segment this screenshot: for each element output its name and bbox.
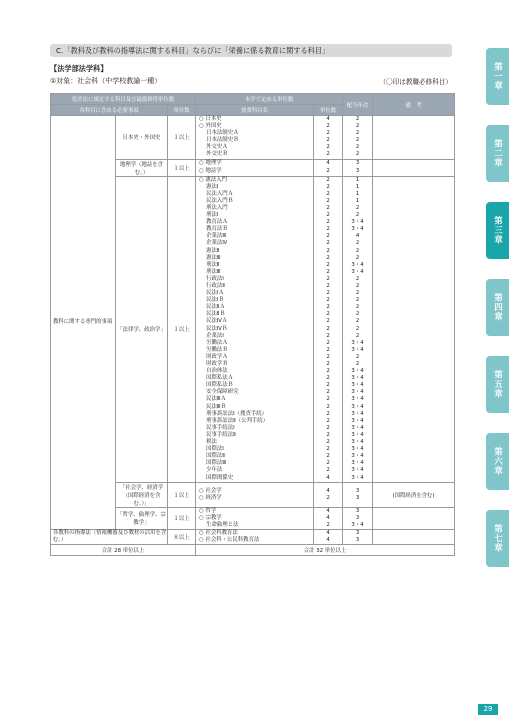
course-list-line: 企業法Ⅲ bbox=[199, 233, 227, 240]
course-list-line: 財政学Ａ bbox=[199, 353, 228, 360]
credit-list-line: 2 bbox=[326, 240, 330, 247]
course-list-line: 労働法Ｂ bbox=[199, 346, 228, 353]
note-cell bbox=[373, 529, 455, 544]
total-univ: 合計 32 単位以上 bbox=[196, 545, 455, 556]
year-list bbox=[343, 482, 373, 507]
year-list-line: 2 bbox=[355, 144, 360, 151]
credit-list-line: 2 bbox=[326, 332, 330, 339]
course-list-line: 刑法入門 bbox=[199, 204, 228, 211]
year-list-line: 2 bbox=[355, 297, 360, 304]
course-list-line: ○ 地理学 bbox=[199, 160, 222, 167]
course-list-line: 行政法Ⅰ bbox=[199, 275, 224, 282]
chapter-tab-5[interactable] bbox=[486, 356, 509, 413]
course-list-line: 刑事訴訟法Ⅰ（捜査手続） bbox=[199, 410, 268, 417]
credit-list-line: 2 bbox=[326, 261, 330, 268]
year-list bbox=[343, 116, 373, 160]
credit-list-line: 2 bbox=[326, 396, 330, 403]
header-year: 配当年次 bbox=[343, 94, 373, 116]
year-list-line: 3・4 bbox=[351, 403, 364, 410]
chapter-tab-7[interactable] bbox=[486, 510, 509, 567]
note-cell bbox=[373, 159, 455, 176]
credit-list-line: 2 bbox=[326, 226, 330, 233]
year-list-line: 1 bbox=[355, 183, 360, 190]
credit-list-line: 2 bbox=[326, 275, 330, 282]
year-list-line: 3・4 bbox=[351, 474, 364, 481]
year-list bbox=[343, 176, 373, 482]
year-list-line: 1 bbox=[355, 190, 360, 197]
course-list-line: 民法ⅠＡ bbox=[199, 290, 224, 297]
credit-list bbox=[314, 482, 343, 507]
course-list-line: 教育法Ｂ bbox=[199, 226, 228, 233]
year-list-line: 2 bbox=[355, 116, 360, 122]
year-list-line: 3・4 bbox=[351, 431, 364, 438]
year-list bbox=[343, 507, 373, 529]
course-list-line: 民法ⅡＢ bbox=[199, 311, 225, 318]
year-list-line: 1 bbox=[355, 176, 360, 183]
credit-list-line: 2 bbox=[326, 446, 330, 453]
curriculum-table bbox=[50, 93, 455, 556]
course-list-line: 生命倫理と法 bbox=[199, 521, 239, 528]
min-units-cell: １以上 bbox=[168, 176, 196, 482]
category-main: 教科に関する専門的事項 bbox=[51, 116, 116, 530]
year-list-line: 3 bbox=[355, 536, 360, 543]
course-list bbox=[196, 159, 314, 176]
year-list-line: 2 bbox=[355, 137, 360, 144]
course-list-line: 民法ⅠＢ bbox=[199, 297, 224, 304]
course-list-line: 民法ⅣＢ bbox=[199, 325, 228, 332]
course-list-line: 国際関係史 bbox=[199, 474, 234, 481]
credit-list-line: 2 bbox=[326, 494, 330, 501]
course-list-line: ○ 日本史 bbox=[199, 116, 222, 122]
credit-list-line: 2 bbox=[326, 151, 330, 158]
subject-cell: 地理学（地誌を含む。） bbox=[116, 159, 168, 176]
year-list-line: 2 bbox=[355, 325, 360, 332]
year-list-line: 2 bbox=[355, 332, 360, 339]
credit-list-line: 2 bbox=[326, 167, 330, 174]
course-list-line: 民法ⅢＢ bbox=[199, 403, 227, 410]
course-list-line: ○ 地誌学 bbox=[199, 167, 222, 174]
course-list-line: 民事手続法Ⅰ bbox=[199, 424, 235, 431]
credit-list-line: 2 bbox=[326, 297, 330, 304]
year-list-line: 3 bbox=[355, 507, 360, 514]
year-list-line: 2 bbox=[355, 240, 360, 247]
header-law-group: 免許法に規定する科目及び最低修得単位数 bbox=[51, 94, 196, 105]
credit-list-line: 2 bbox=[326, 375, 330, 382]
credit-list-line: 4 bbox=[326, 487, 330, 494]
credit-list-line: 2 bbox=[326, 219, 330, 226]
credit-list-line: 2 bbox=[326, 368, 330, 375]
course-list-line: 国際私法Ｂ bbox=[199, 382, 234, 389]
credit-list bbox=[314, 176, 343, 482]
credit-list bbox=[314, 116, 343, 160]
chapter-tab-label: 第六章 bbox=[492, 447, 503, 476]
credit-list-line: 2 bbox=[326, 467, 330, 474]
year-list-line: 3・4 bbox=[351, 339, 364, 346]
year-list-line: 3・4 bbox=[351, 439, 364, 446]
credit-list-line: 2 bbox=[326, 403, 330, 410]
credit-list-line: 4 bbox=[326, 529, 330, 536]
credit-list-line: 2 bbox=[326, 176, 330, 183]
min-units-cell: １以上 bbox=[168, 159, 196, 176]
credit-list-line: 2 bbox=[326, 282, 330, 289]
min-units-cell: １以上 bbox=[168, 116, 196, 160]
credit-list-line: 2 bbox=[326, 183, 330, 190]
chapter-tab-label: 第二章 bbox=[492, 139, 503, 168]
chapter-tab-label: 第一章 bbox=[492, 62, 503, 91]
course-list-line: ○ 外国史 bbox=[199, 123, 222, 130]
table-row bbox=[51, 529, 455, 544]
course-list-line: 外交史Ｂ bbox=[199, 151, 228, 158]
note-cell bbox=[373, 176, 455, 482]
min-units-cell: １以上 bbox=[168, 507, 196, 529]
credit-list-line: 2 bbox=[326, 311, 330, 318]
category-method: 各教科の指導法（情報機器及び教材の活用を含む。） bbox=[51, 529, 168, 544]
year-list-line: 3・4 bbox=[351, 410, 364, 417]
course-list-line: 刑法Ⅰ bbox=[199, 212, 219, 219]
subject-cell: 「社会学、経済学（国際経済を含む。）」 bbox=[116, 482, 168, 507]
credit-list-line: 2 bbox=[326, 212, 330, 219]
year-list-line: 3 bbox=[355, 167, 360, 174]
chapter-tab-label: 第四章 bbox=[492, 293, 503, 322]
year-list-line: 2 bbox=[355, 212, 360, 219]
header-course: 授業科目名 bbox=[196, 105, 314, 116]
course-list-line: 日本法制史Ａ bbox=[199, 130, 239, 137]
credit-list bbox=[314, 529, 343, 544]
credit-list-line: 2 bbox=[326, 424, 330, 431]
year-list-line: 3 bbox=[355, 487, 360, 494]
page-number: 29 bbox=[478, 704, 498, 715]
credit-list-line: 2 bbox=[326, 382, 330, 389]
course-list-line: 国際法Ⅱ bbox=[199, 453, 225, 460]
course-list-line: 民法入門Ｂ bbox=[199, 197, 234, 204]
year-list-line: 3・4 bbox=[351, 460, 364, 467]
course-list-line: 行政法Ⅱ bbox=[199, 282, 225, 289]
header-univ-group: 本学で定める単位数 bbox=[196, 94, 343, 105]
total-law: 合計 28 単位以上 bbox=[51, 545, 196, 556]
year-list bbox=[343, 159, 373, 176]
credit-list-line: 2 bbox=[326, 130, 330, 137]
credit-list-line: 2 bbox=[326, 431, 330, 438]
department-label: 【法学部法学科】 bbox=[50, 64, 108, 73]
note-cell bbox=[373, 116, 455, 160]
credit-list-line: 4 bbox=[326, 116, 330, 122]
header-credits: 単位数 bbox=[314, 105, 343, 116]
year-list-line: 3・4 bbox=[351, 424, 364, 431]
year-list-line: 2 bbox=[355, 282, 360, 289]
year-list-line: 3・4 bbox=[351, 389, 364, 396]
course-list-line: 刑法Ⅲ bbox=[199, 268, 221, 275]
year-list-line: 3 bbox=[355, 160, 360, 167]
course-list bbox=[196, 482, 314, 507]
min-units-cell: １以上 bbox=[168, 482, 196, 507]
course-list-line: ○ 憲法入門 bbox=[199, 176, 228, 183]
course-list-line: 国際法Ⅰ bbox=[199, 446, 224, 453]
subject-cell: 日本史・外国史 bbox=[116, 116, 168, 160]
chapter-tab-3[interactable] bbox=[486, 202, 509, 259]
credit-list-line: 2 bbox=[326, 417, 330, 424]
totals-row bbox=[51, 545, 455, 556]
year-list-line: 2 bbox=[355, 290, 360, 297]
year-list-line: 2 bbox=[355, 275, 360, 282]
credit-list-line: 2 bbox=[326, 460, 330, 467]
year-list-line: 3・4 bbox=[351, 261, 364, 268]
chapter-tab-label: 第七章 bbox=[492, 524, 503, 553]
credit-list-line: 2 bbox=[326, 389, 330, 396]
credit-list-line: 2 bbox=[326, 325, 330, 332]
credit-list-line: 4 bbox=[326, 160, 330, 167]
course-list-line: 企業法Ⅳ bbox=[199, 240, 228, 247]
course-list bbox=[196, 176, 314, 482]
year-list-line: 3・4 bbox=[351, 446, 364, 453]
chapter-tab-label: 第三章 bbox=[492, 216, 503, 245]
year-list-line: 2 bbox=[355, 130, 360, 137]
course-list-line: ○ 経済学 bbox=[199, 494, 222, 501]
chapter-tab-label: 第五章 bbox=[492, 370, 503, 399]
credit-list-line: 2 bbox=[326, 353, 330, 360]
section-heading: C.「教科及び教科の指導法に関する科目」ならびに「栄養に係る教育に関する科目」 bbox=[50, 44, 452, 57]
year-list-line: 2 bbox=[355, 318, 360, 325]
table-row bbox=[51, 116, 455, 160]
course-list-line: 企業法Ⅰ bbox=[199, 332, 224, 339]
course-list-line: ○ 哲学 bbox=[199, 507, 217, 514]
header-subjects: 各科目に含める必要事項 bbox=[51, 105, 168, 116]
year-list-line: 3 bbox=[355, 494, 360, 501]
course-list-line: 憲法Ⅱ bbox=[199, 247, 220, 254]
year-list-line: 3・4 bbox=[351, 382, 364, 389]
year-list-line: 2 bbox=[355, 123, 360, 130]
note-cell: (国際経済を含む) bbox=[373, 482, 455, 507]
year-list-line: 2 bbox=[355, 311, 360, 318]
min-units-cell: ８以上 bbox=[168, 529, 196, 544]
course-list-line: ○ 社会学 bbox=[199, 487, 222, 494]
credit-list-line: 2 bbox=[326, 290, 330, 297]
credit-list-line: 4 bbox=[326, 536, 330, 543]
credit-list-line: 4 bbox=[326, 507, 330, 514]
course-list-line: 国際法Ⅲ bbox=[199, 460, 227, 467]
credit-list-line: 2 bbox=[326, 204, 330, 211]
credit-list-line: 2 bbox=[326, 144, 330, 151]
credit-list-line: 2 bbox=[326, 521, 330, 528]
year-list-line: 2 bbox=[355, 254, 360, 261]
credit-list-line: 2 bbox=[326, 339, 330, 346]
course-list-line: 国際私法Ａ bbox=[199, 375, 234, 382]
course-list-line: 少年法 bbox=[199, 467, 223, 474]
credit-list-line: 2 bbox=[326, 123, 330, 130]
credit-list-line: 2 bbox=[326, 361, 330, 367]
header-notes: 備 考 bbox=[373, 94, 455, 116]
year-list-line: 2 bbox=[355, 204, 360, 211]
course-list-line: 民法入門Ａ bbox=[199, 190, 234, 197]
course-list-line: ○ 宗教学 bbox=[199, 514, 222, 521]
credit-list-line: 2 bbox=[326, 346, 330, 353]
year-list-line: 1 bbox=[355, 197, 360, 204]
year-list-line: 3・4 bbox=[351, 368, 364, 375]
credit-list-line: 2 bbox=[326, 410, 330, 417]
subject-cell: 「哲学、倫理学、宗教学」 bbox=[116, 507, 168, 529]
year-list-line: 3 bbox=[355, 514, 360, 521]
course-list-line: 民法ⅣＡ bbox=[199, 318, 228, 325]
credit-list-line: 2 bbox=[326, 233, 330, 240]
year-list-line: 3・4 bbox=[351, 375, 364, 382]
year-list-line: 3・4 bbox=[351, 219, 364, 226]
chapter-tab-4[interactable] bbox=[486, 279, 509, 336]
credit-list-line: 2 bbox=[326, 197, 330, 204]
target-label: ①対象：社会科（中学校教諭一種） bbox=[50, 77, 162, 85]
credit-list-line: 2 bbox=[326, 247, 330, 254]
credit-list-line: 2 bbox=[326, 268, 330, 275]
credit-list-line: 2 bbox=[326, 137, 330, 144]
course-list-line: 民事手続法Ⅱ bbox=[199, 431, 236, 438]
course-list-line: 刑事訴訟法Ⅱ（公判手続） bbox=[199, 417, 269, 424]
year-list-line: 2 bbox=[355, 247, 360, 254]
course-list-line: 教育法Ａ bbox=[199, 219, 228, 226]
course-list-line: 民法ⅢＡ bbox=[199, 396, 227, 403]
chapter-tab-2[interactable] bbox=[486, 125, 509, 182]
year-list-line: 3・4 bbox=[351, 467, 364, 474]
year-list-line: 2 bbox=[355, 304, 360, 311]
year-list-line: 3 bbox=[355, 529, 360, 536]
year-list-line: 3・4 bbox=[351, 346, 364, 353]
header-units: 単位数 bbox=[168, 105, 196, 116]
course-list bbox=[196, 529, 314, 544]
legend-note: （〇印は教職必修科目） bbox=[379, 78, 452, 86]
note-cell bbox=[373, 507, 455, 529]
credit-list-line: 2 bbox=[326, 318, 330, 325]
subject-cell: 「法律学、政治学」 bbox=[116, 176, 168, 482]
course-list-line: 財政学Ｂ bbox=[199, 361, 228, 367]
year-list-line: 2 bbox=[355, 361, 360, 367]
course-list-line: 日本法制史Ｂ bbox=[199, 137, 239, 144]
chapter-tab-6[interactable] bbox=[486, 433, 509, 490]
credit-list bbox=[314, 159, 343, 176]
course-list-line: 憲法Ⅲ bbox=[199, 254, 221, 261]
credit-list-line: 2 bbox=[326, 254, 330, 261]
year-list-line: 4 bbox=[355, 233, 360, 240]
credit-list-line: 2 bbox=[326, 453, 330, 460]
credit-list-line: 4 bbox=[326, 474, 330, 481]
course-list-line: 憲法Ⅰ bbox=[199, 183, 219, 190]
year-list-line: 3・4 bbox=[351, 226, 364, 233]
year-list-line: 3・4 bbox=[351, 268, 364, 275]
year-list bbox=[343, 529, 373, 544]
credit-list-line: 2 bbox=[326, 190, 330, 197]
course-list-line: 民法ⅡＡ bbox=[199, 304, 225, 311]
year-list-line: 3・4 bbox=[351, 396, 364, 403]
course-list bbox=[196, 116, 314, 160]
credit-list-line: 4 bbox=[326, 514, 330, 521]
course-list-line: 労働法Ａ bbox=[199, 339, 228, 346]
credit-list-line: 2 bbox=[326, 304, 330, 311]
year-list-line: 3・4 bbox=[351, 453, 364, 460]
course-list-line: ○ 社会科教育法 bbox=[199, 529, 238, 536]
year-list-line: 2 bbox=[355, 151, 360, 158]
course-list-line: 外交史Ａ bbox=[199, 144, 228, 151]
course-list-line: 安全保障研究 bbox=[199, 389, 239, 396]
course-list-line: 自治体法 bbox=[199, 368, 228, 375]
year-list-line: 2 bbox=[355, 353, 360, 360]
year-list-line: 3・4 bbox=[351, 521, 364, 528]
course-list bbox=[196, 507, 314, 529]
year-list-line: 3・4 bbox=[351, 417, 364, 424]
course-list-line: 刑法Ⅱ bbox=[199, 261, 220, 268]
course-list-line: ○ 社会科・公民科教育法 bbox=[199, 536, 260, 543]
credit-list-line: 2 bbox=[326, 439, 330, 446]
course-list-line: 税法 bbox=[199, 439, 217, 446]
credit-list bbox=[314, 507, 343, 529]
chapter-tab-1[interactable] bbox=[486, 48, 509, 105]
